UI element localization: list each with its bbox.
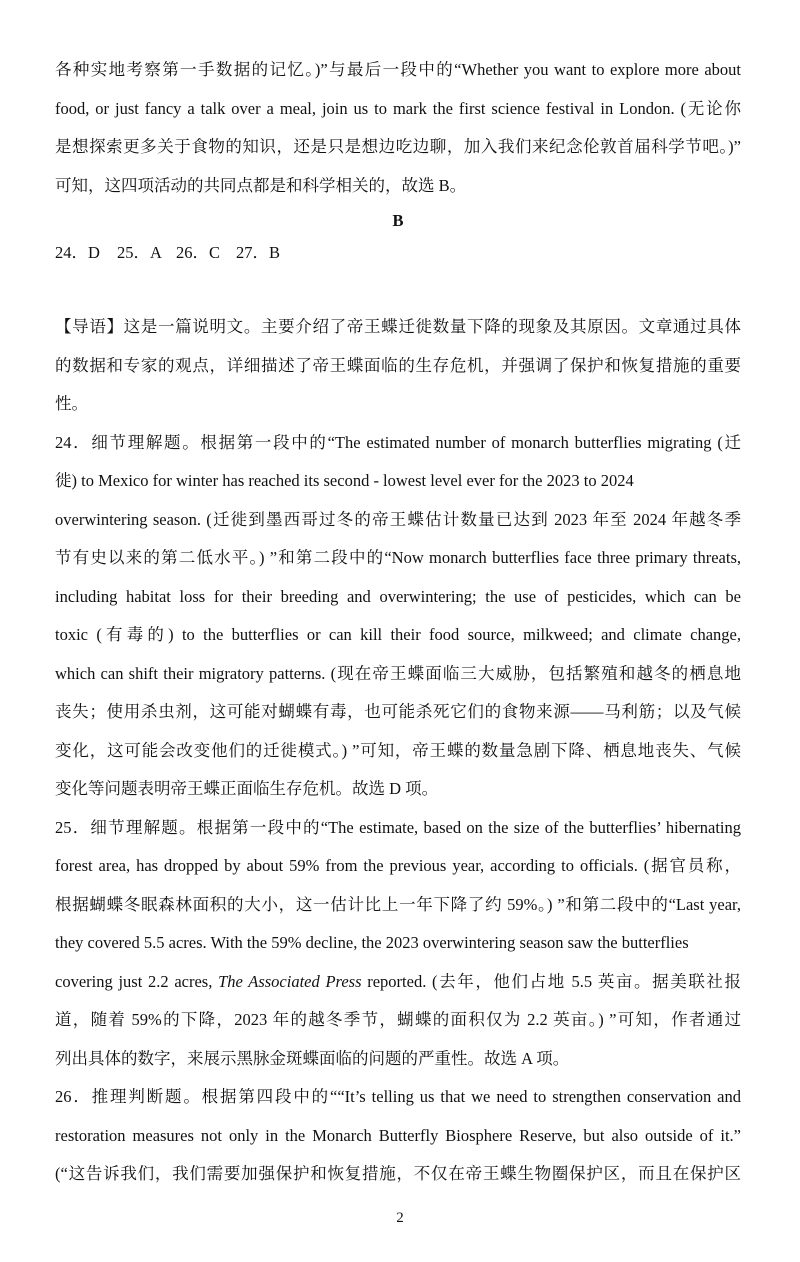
- text-line: 的数据和专家的观点，详细描述了帝王蝶面临的生存危机，并强调了保护和恢复措施的重要: [55, 355, 741, 375]
- text-line: [55, 963, 741, 1002]
- text-segment: covering just 2.2 acres,: [55, 971, 219, 991]
- text-line: food, or just fancy a talk over a meal, join us to mark the first science festival in London. (无论你: [55, 98, 741, 118]
- text-line: 道，随着 59%的下降，2023 年的越冬季节，蝴蝶的面积仅为 2.2 英亩。) ”可知，作者通过: [55, 1010, 741, 1029]
- previous-answer-explanation: [55, 51, 741, 205]
- answer-27: 27．B: [236, 243, 281, 262]
- text-line: 各种实地考察第一手数据的记忆。)”与最后一段中的“Whether you want to explore more about: [55, 60, 741, 79]
- text-line: 25．细节理解题。根据第一段中的“The estimate, based on the size of the butterflies’ hibernating: [55, 817, 741, 837]
- text-line: 变化，这可能会改变他们的迁徙模式。) ”可知，帝王蝶的数量急剧下降、栖息地丧失、气候: [55, 740, 741, 760]
- page-number: 2: [396, 1210, 404, 1226]
- text-line: 丧失；使用杀虫剂，这可能对蝴蝶有毒，也可能杀死它们的食物来源——马利筋；以及气候: [55, 702, 741, 721]
- answer-26: 26．C: [176, 243, 221, 262]
- text-line: 变化等问题表明帝王蝶正面临生存危机。故选 D 项。: [55, 779, 439, 798]
- text-line: 节有史以来的第二低水平。) ”和第二段中的“Now monarch butterflies face three primary threats,: [55, 548, 741, 567]
- text-line: restoration measures not only in the Monarch Butterfly Biosphere Reserve, but also outside of it.”: [55, 1125, 741, 1145]
- text-line: which can shift their migratory patterns. (现在帝王蝶面临三大威胁，包括繁殖和越冬的栖息地: [55, 663, 741, 683]
- text-line: 根据蝴蝶冬眠森林面积的大小，这一估计比上一年下降了约 59%。) ”和第二段中的“Last year,: [55, 894, 741, 914]
- text-line: 是想探索更多关于食物的知识，还是只是想边吃边聊，加入我们来纪念伦敦首届科学节吧。)”: [55, 137, 741, 156]
- question-25-explanation: [55, 809, 741, 1079]
- text-line: including habitat loss for their breeding and overwintering; the use of pesticides, which can be: [55, 586, 741, 606]
- publication-name: The Associated Press: [218, 971, 362, 991]
- text-line: toxic (有毒的) to the butterflies or can kill their food source, milkweed; and climate change,: [55, 625, 741, 644]
- text-line: they covered 5.5 acres. With the 59% decline, the 2023 overwintering season saw the butterflies: [55, 933, 689, 952]
- text-line: 26．推理判断题。根据第四段中的““It’s telling us that we need to strengthen conservation and: [55, 1087, 741, 1106]
- text-line: 徙) to Mexico for winter has reached its second - lowest level ever for the 2023 to 2024: [55, 471, 634, 490]
- question-24-explanation: [55, 424, 741, 809]
- text-line: 性。: [55, 394, 88, 413]
- text-line: 可知，这四项活动的共同点都是和科学相关的，故选 B。: [55, 175, 467, 195]
- text-line: overwintering season. (迁徙到墨西哥过冬的帝王蝶估计数量已达到 2023 年至 2024 年越冬季: [55, 509, 741, 529]
- text-line: 【导语】这是一篇说明文。主要介绍了帝王蝶迁徙数量下降的现象及其原因。文章通过具体: [55, 317, 741, 336]
- answer-24: 24．D: [55, 243, 100, 262]
- answer-key: [55, 237, 741, 269]
- document-body: [55, 51, 741, 1194]
- text-line: 列出具体的数字，来展示黑脉金斑蝶面临的问题的严重性。故选 A 项。: [55, 1048, 570, 1068]
- passage-intro: [55, 308, 741, 424]
- text-line: (“这告诉我们，我们需要加强保护和恢复措施，不仅在帝王蝶生物圈保护区，而且在保护区: [55, 1164, 741, 1183]
- text-line: 24．细节理解题。根据第一段中的“The estimated number of monarch butterflies migrating (迁: [55, 432, 741, 452]
- section-title: B: [392, 211, 404, 230]
- question-26-explanation: [55, 1078, 741, 1194]
- text-segment: reported. (去年，他们占地 5.5 英亩。据美联社报: [361, 971, 741, 991]
- text-line: forest area, has dropped by about 59% from the previous year, according to officials. (据官员称，: [55, 856, 741, 875]
- answer-25: 25．A: [117, 243, 162, 262]
